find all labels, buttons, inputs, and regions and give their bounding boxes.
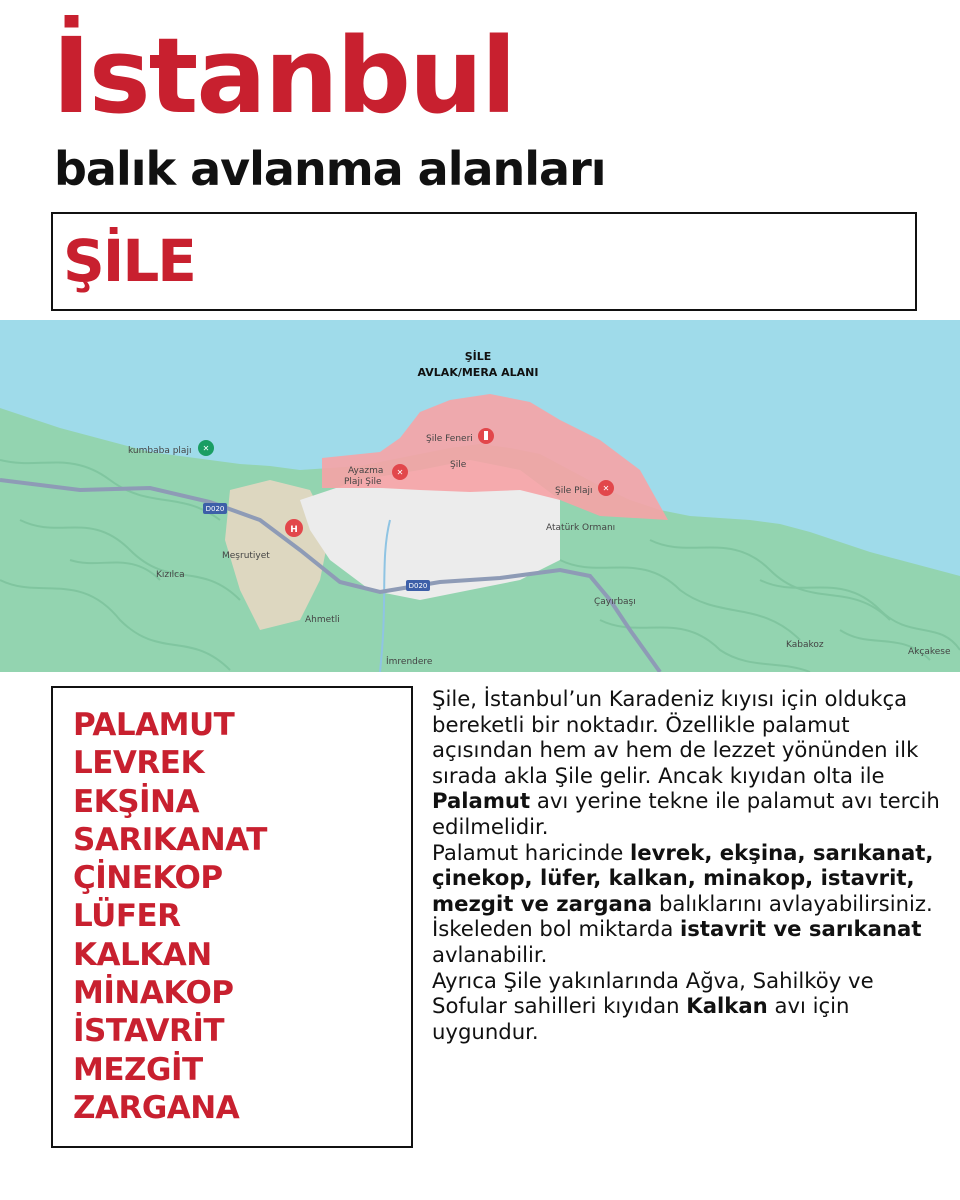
area-label-line1: ŞİLE xyxy=(464,350,492,363)
fish-item: SARIKANAT xyxy=(73,821,267,858)
description-text-run: Palamut haricinde xyxy=(432,839,630,865)
lighthouse-marker-icon xyxy=(478,428,494,444)
beach-marker-icon-ayazma xyxy=(392,464,408,480)
description-text-run: Ayrıca Şile yakınlarında Ağva, Sahilköy ve Sofular sahilleri kıyıdan xyxy=(432,967,874,1019)
svg-text:✕: ✕ xyxy=(396,468,404,477)
place-kizilca: Kızılca xyxy=(156,570,185,580)
region-title-box xyxy=(51,212,917,311)
description-bold-run: levrek, ekşina, sarıkanat, çinekop, lüfer, kalkan, minakop, istavrit, mezgit ve zargana xyxy=(432,839,934,916)
page-subtitle: balık avlanma alanları xyxy=(54,142,606,196)
fish-item: MEZGİT xyxy=(73,1051,203,1088)
description-text-run: Şile, İstanbul’un Karadeniz kıyısı için oldukça bereketli bir noktadır. Özellikle palamut açısından hem av hem de lezzet yönünden ilk sırada akla Şile gelir. Ancak kıyıdan olta ile xyxy=(432,686,919,788)
place-sile-feneri: Şile Feneri xyxy=(426,434,473,444)
map-graphic xyxy=(0,320,960,672)
description-text xyxy=(432,686,942,1044)
fish-item: PALAMUT xyxy=(73,707,235,743)
place-sile-plaji: Şile Plajı xyxy=(555,486,593,496)
place-ayazma-line2: Plajı Şile xyxy=(344,477,382,487)
place-sile: Şile xyxy=(450,460,467,470)
fish-item: LEVREK xyxy=(73,745,204,782)
area-label-line2: AVLAK/MERA ALANI xyxy=(417,366,539,379)
description-paragraph-4 xyxy=(432,968,942,1045)
place-ataturk-ormani: Atatürk Ormanı xyxy=(546,523,616,533)
fish-item: ZARGANA xyxy=(73,1089,240,1126)
fish-item: MİNAKOP xyxy=(73,975,234,1012)
road-label-1: D020 xyxy=(205,505,225,513)
description-text-run: avı yerine tekne ile palamut avı tercih edilmelidir. xyxy=(432,788,940,839)
road-label-2: D020 xyxy=(408,582,428,590)
fish-species-box xyxy=(51,686,413,1148)
page-title: İstanbul xyxy=(52,15,515,137)
region-name: ŞİLE xyxy=(63,227,195,295)
description-bold-run: istavrit ve sarıkanat xyxy=(680,916,922,942)
fish-item: ÇİNEKOP xyxy=(73,860,223,897)
fish-species-list xyxy=(73,706,267,1127)
description-text-run: balıklarını avlayabilirsiniz. xyxy=(652,890,933,916)
hospital-marker-icon xyxy=(285,519,303,537)
place-imrendere: İmrendere xyxy=(386,657,433,667)
svg-text:✕: ✕ xyxy=(602,484,610,493)
description-text-run: avı için uygundur. xyxy=(432,993,850,1044)
fish-item: EKŞİNA xyxy=(73,783,199,820)
place-kabakoz: Kabakoz xyxy=(786,640,824,650)
description-paragraph-1 xyxy=(432,686,942,840)
fishing-area-map xyxy=(0,320,960,672)
place-mesrutiyet: Meşrutiyet xyxy=(222,551,270,561)
fish-item: KALKAN xyxy=(73,936,212,973)
beach-marker-icon-kumbaba xyxy=(198,440,214,456)
place-cayirbasi: Çayırbaşı xyxy=(594,597,636,607)
place-ayazma-line1: Ayazma xyxy=(348,466,384,476)
description-paragraph-3 xyxy=(432,916,942,967)
description-bold-run: Kalkan xyxy=(686,993,768,1019)
fish-item: İSTAVRİT xyxy=(73,1013,225,1050)
description-text-run: İskeleden bol miktarda xyxy=(432,916,681,942)
place-ahmetli: Ahmetli xyxy=(305,615,340,625)
beach-marker-icon-sile xyxy=(598,480,614,496)
description-bold-run: Palamut xyxy=(432,788,531,814)
description-paragraph-2 xyxy=(432,840,942,917)
svg-text:H: H xyxy=(290,525,298,535)
description-text-run: avlanabilir. xyxy=(432,941,548,967)
fish-item: LÜFER xyxy=(73,898,181,935)
place-kumbaba: kumbaba plajı xyxy=(128,446,192,456)
place-akcakese: Akçakese xyxy=(908,647,951,657)
svg-text:✕: ✕ xyxy=(202,444,210,453)
